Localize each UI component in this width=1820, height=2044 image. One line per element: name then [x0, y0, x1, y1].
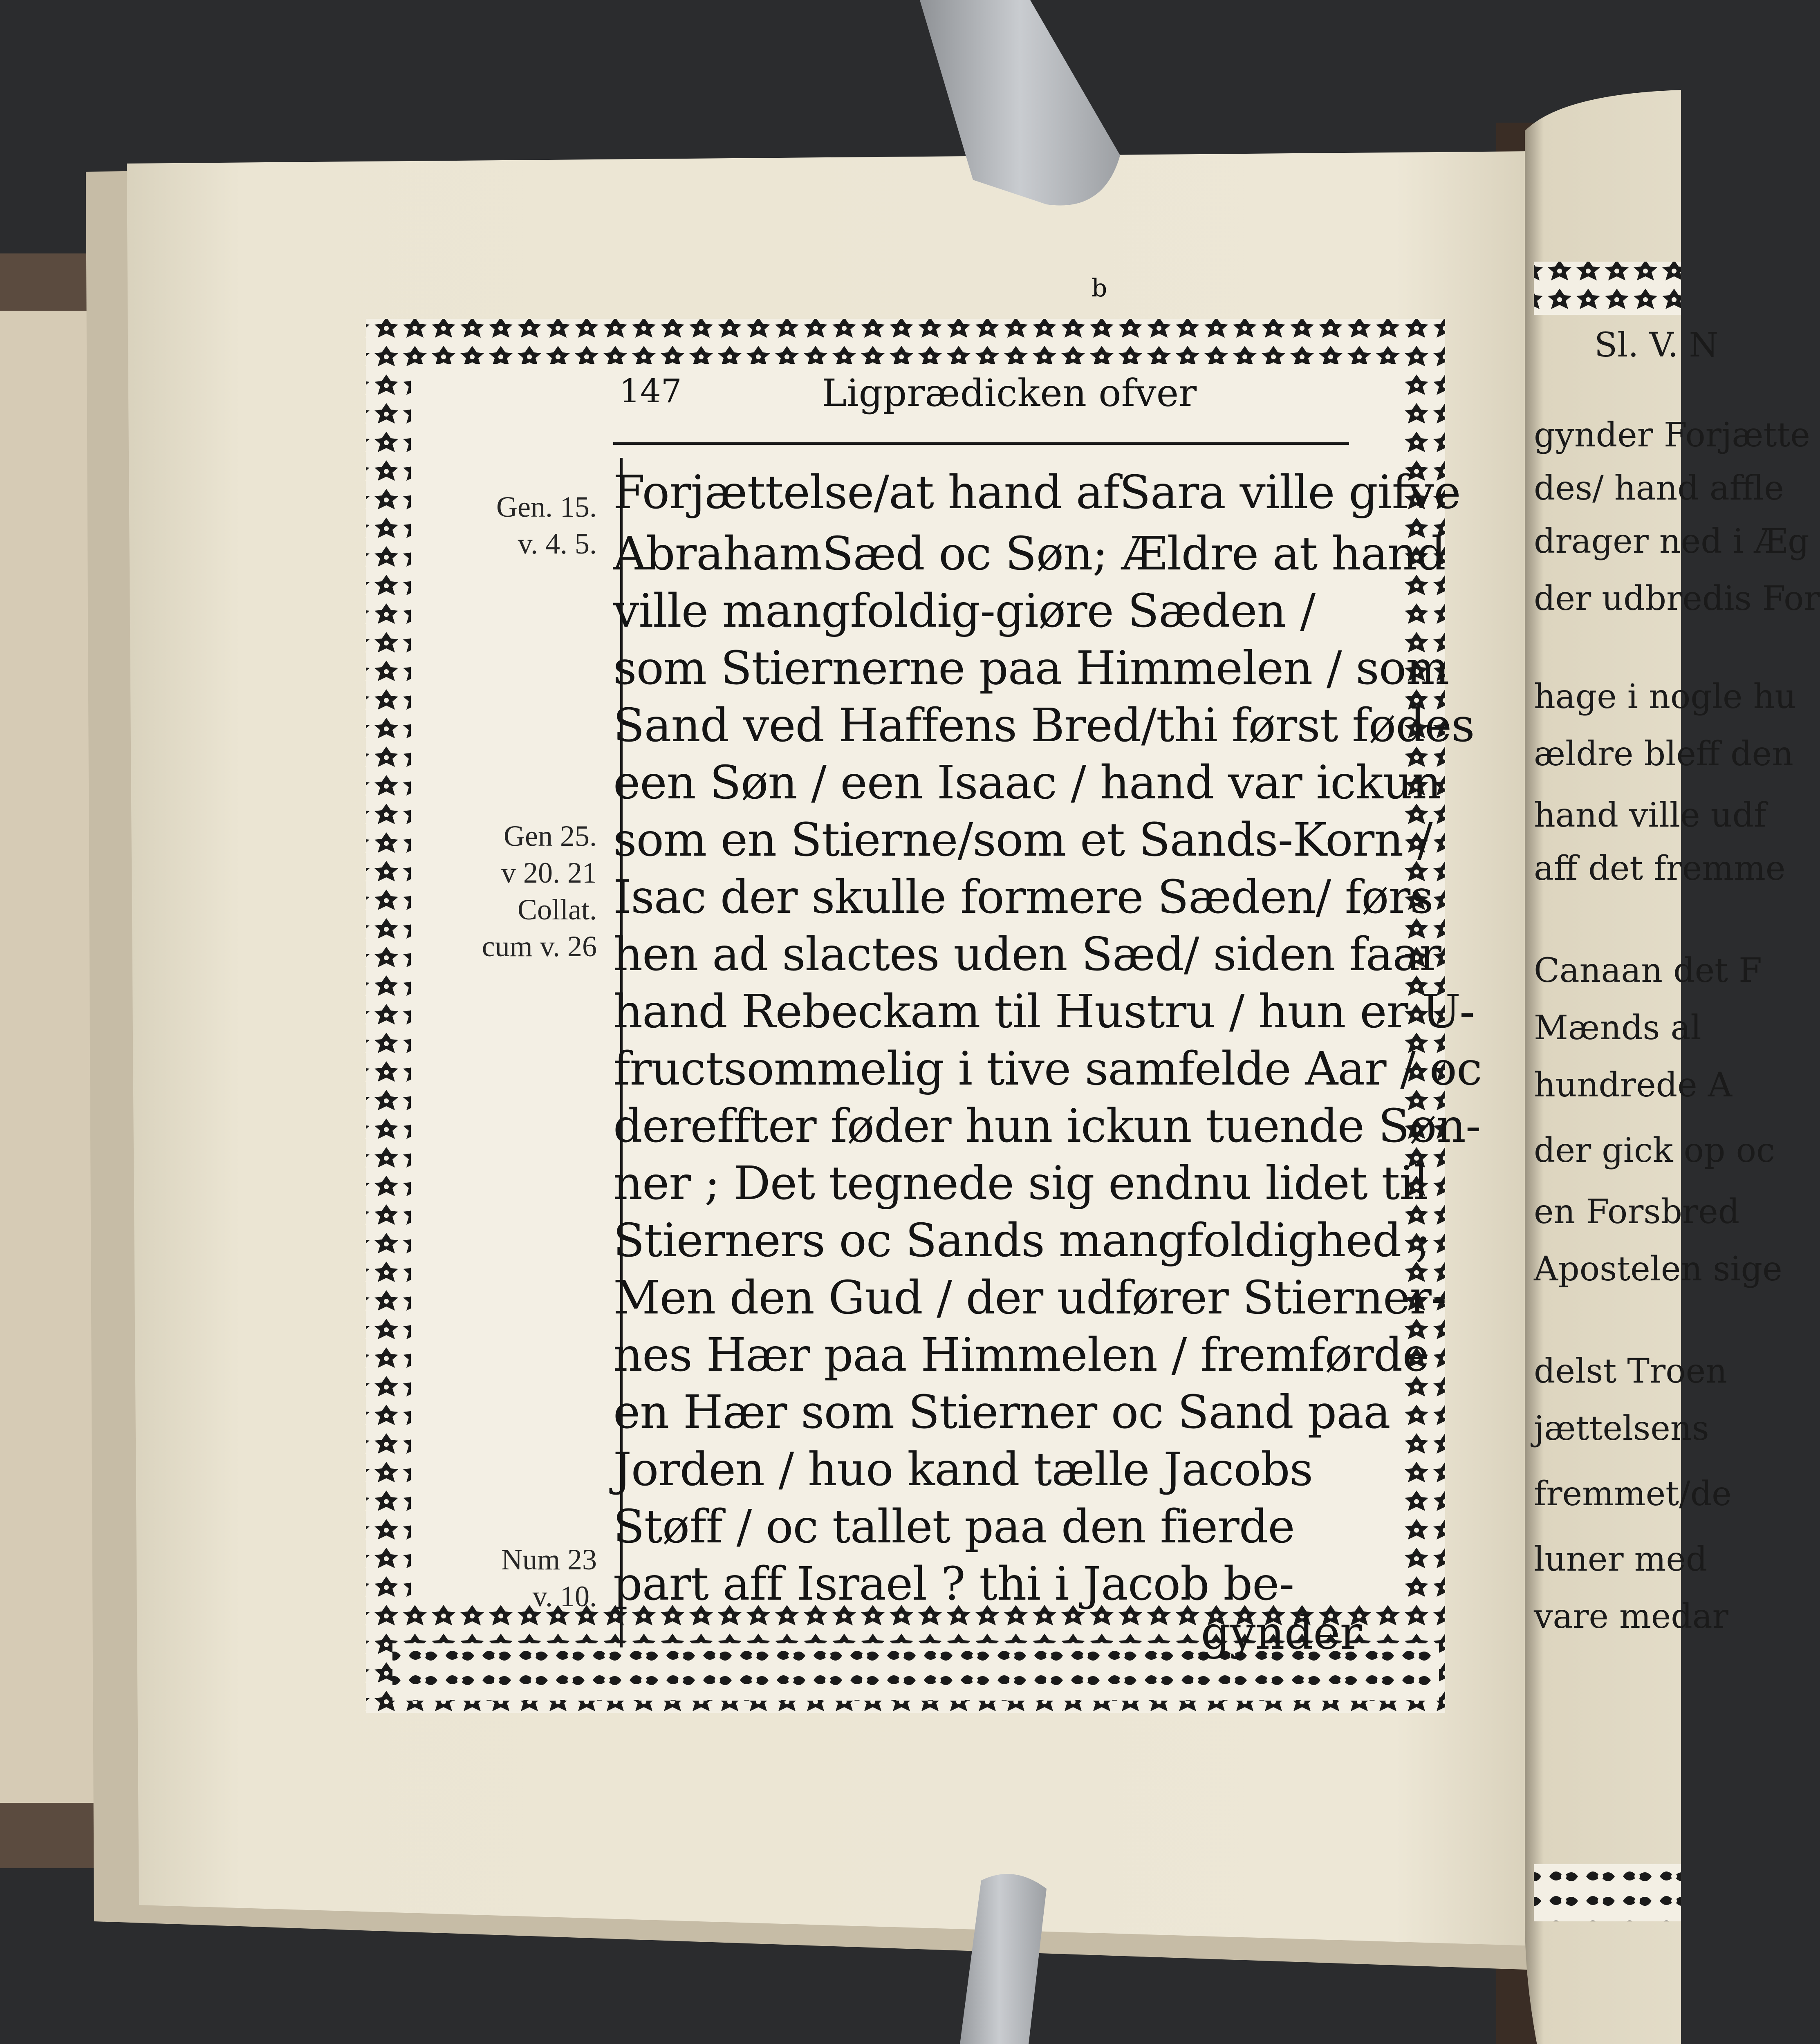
body-line: part aff Israel ? thi i Jacob be- — [613, 1558, 1294, 1611]
page-number: 147 — [619, 372, 682, 410]
body-line: Sand ved Haffens Bred/thi først fødes — [613, 699, 1475, 752]
right-page-line: en Forsbred — [1534, 1192, 1740, 1231]
body-line: Jorden / huo kand tælle Jacobs — [613, 1443, 1313, 1496]
body-line: ner ; Det tegnede sig endnu lidet til — [613, 1157, 1428, 1210]
right-page-line: drager ned i Æg — [1534, 522, 1809, 561]
body-line: een Søn / een Isaac / hand var ickun — [613, 756, 1441, 809]
margin-note-line: Gen 25. — [504, 820, 597, 852]
body-line: Forjættelse/at hand afSara ville gifve — [613, 466, 1461, 519]
body-line: som Stiernerne paa Himmelen / som — [613, 642, 1449, 695]
margin-note-line: Collat. — [518, 893, 597, 926]
body-line: nes Hær paa Himmelen / fremførde — [613, 1329, 1429, 1382]
right-page-line: der udbredis For — [1534, 579, 1820, 618]
right-page-line: hage i nogle hu — [1534, 677, 1797, 716]
body-line: hand Rebeckam til Hustru / hun er U- — [613, 985, 1475, 1038]
catchword: gynder — [1201, 1607, 1361, 1660]
margin-note-line: v. 4. 5. — [518, 527, 597, 560]
underlying-page-left — [0, 311, 94, 1803]
body-line: Men den Gud / der udfører Stierner- — [613, 1271, 1446, 1325]
right-page-bottom-ornament — [1534, 1864, 1681, 1921]
margin-note-line: Num 23 — [501, 1543, 597, 1576]
right-page-line: Canaan det F — [1534, 951, 1762, 990]
body-line: hen ad slactes uden Sæd/ siden faar — [613, 928, 1441, 981]
margin-note — [433, 489, 597, 562]
body-line: Stierners oc Sands mangfoldighed ; — [613, 1214, 1430, 1267]
margin-note-line: v. 10. — [532, 1580, 597, 1613]
body-line: ville mangfoldig-giøre Sæden / — [613, 585, 1315, 638]
right-page-line: hand ville udf — [1534, 796, 1766, 835]
right-page-line: aff det fremme — [1534, 849, 1786, 888]
right-page-ornament — [1534, 262, 1681, 315]
margin-note — [433, 1541, 597, 1615]
right-page-line: hundrede A — [1534, 1066, 1732, 1105]
margin-note — [433, 818, 597, 965]
body-line: fructsommelig i tive samfelde Aar / oc — [613, 1042, 1482, 1096]
right-page-line: Apostelen sige — [1534, 1250, 1782, 1289]
right-page-line: fremmet/de — [1534, 1475, 1732, 1513]
right-page-line: ældre bleff den — [1534, 735, 1793, 773]
running-head: Ligprædicken ofver — [822, 371, 1197, 415]
body-line: dereffter føder hun ickun tuende Søn- — [613, 1100, 1481, 1153]
right-page-line: der gick op oc — [1534, 1131, 1775, 1170]
right-page-line: jættelsens — [1534, 1409, 1709, 1448]
signature-mark: b — [1092, 274, 1107, 303]
body-line: en Hær som Stierner oc Sand paa — [613, 1386, 1390, 1439]
right-page-line: delst Troen — [1534, 1352, 1727, 1391]
body-line: som en Stierne/som et Sands-Korn / — [613, 814, 1432, 867]
right-page-line: des/ hand affle — [1534, 469, 1784, 508]
body-line: Isac der skulle formere Sæden/ førs — [613, 871, 1433, 924]
right-page-line: gynder Forjætte — [1534, 416, 1810, 455]
body-line: AbrahamSæd oc Søn; Ældre at hand — [613, 527, 1446, 580]
right-page-header: Sl. V. N — [1594, 326, 1719, 365]
body-line: Støff / oc tallet paa den fierde — [613, 1500, 1295, 1553]
right-page-line: vare medar — [1534, 1597, 1728, 1636]
margin-note-line: Gen. 15. — [496, 491, 597, 523]
margin-note-line: v 20. 21 — [501, 856, 597, 889]
right-page-line: Mænds al — [1534, 1009, 1701, 1047]
right-page-line: luner med — [1534, 1540, 1708, 1579]
margin-note-line: cum v. 26 — [482, 930, 597, 963]
